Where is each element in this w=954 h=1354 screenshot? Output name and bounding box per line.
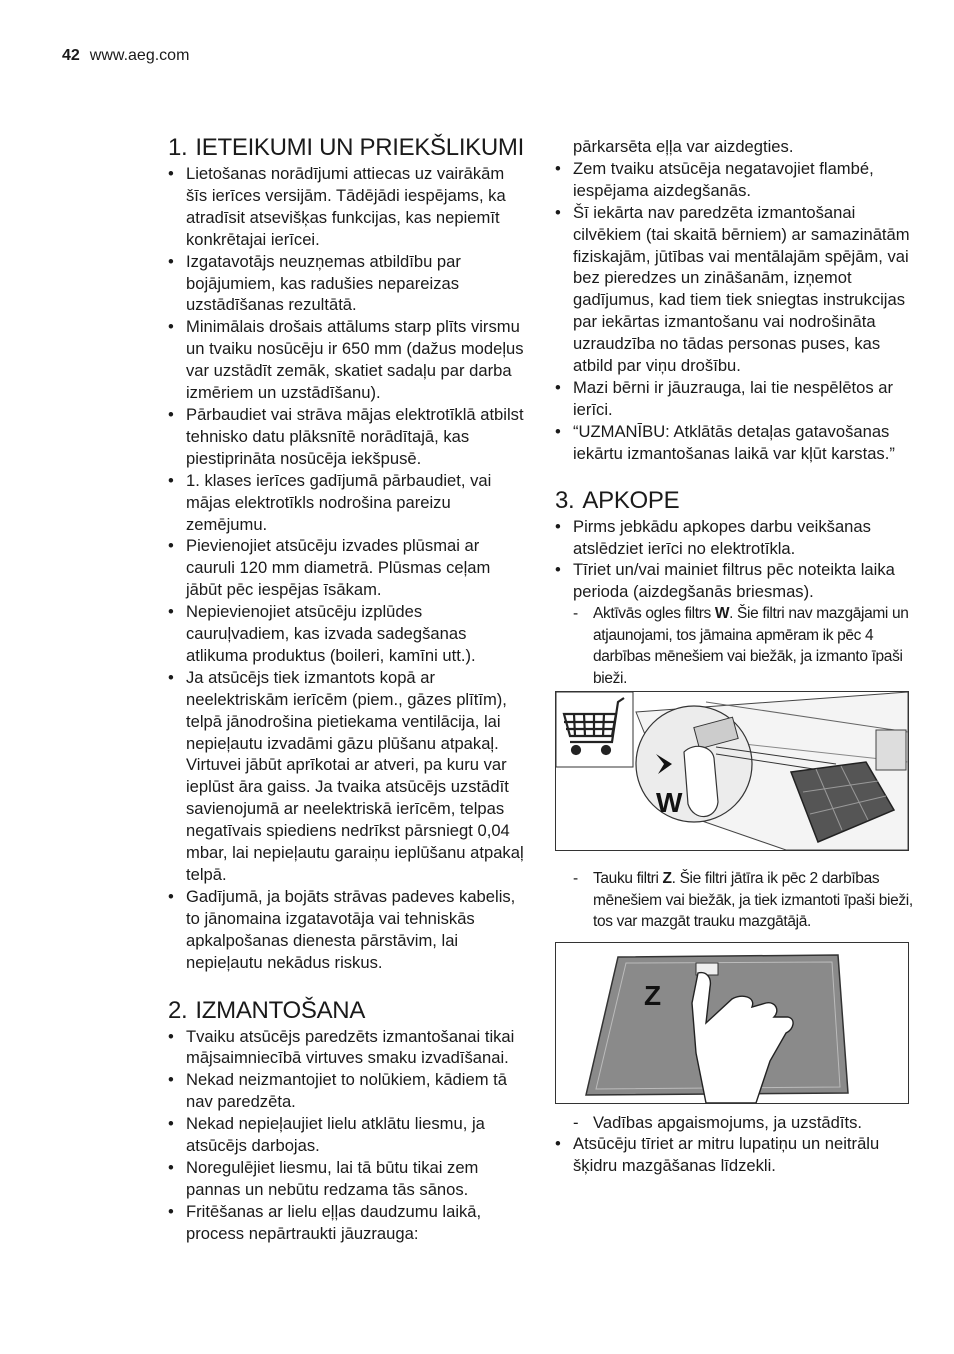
sub-item-grease-filter: - Tauku filtri Z. Šie filtri jātīra ik pēc 2 darbības mēnešiem vai biežāk, ja tiek izmantoti īpaši bieži, tos var mazgāt trauku mazgātājā. bbox=[555, 868, 915, 933]
section3-heading: 3. APKOPE bbox=[555, 486, 680, 514]
section2-list-continued bbox=[555, 158, 915, 465]
carbon-filter-illustration bbox=[556, 692, 908, 850]
figure-z-label: Z bbox=[644, 979, 662, 1011]
list-item: • Nekad nepieļaujiet lielu atklātu liesmu, ja atsūcējs darbojas. bbox=[168, 1113, 528, 1157]
list-item: • Noregulējiet liesmu, lai tā būtu tikai zem pannas un nebūtu redzama tās sānos. bbox=[168, 1157, 528, 1201]
list-item: • Pievienojiet atsūcēju izvades plūsmai ar cauruli 120 mm diametrā. Plūsmas ceļam jābūt pēc iespējas īsākam. bbox=[168, 535, 528, 601]
list-item-continuation: pārkarsēta eļļa var aizdegties. bbox=[573, 137, 794, 156]
grease-filter-figure bbox=[555, 942, 909, 1104]
list-item: • 1. klases ierīces gadījumā pārbaudiet, vai mājas elektrotīkls nodrošina pareizu zemējumu. bbox=[168, 470, 528, 536]
list-item: • Fritēšanas ar lielu eļļas daudzumu laikā, process nepārtraukti jāuzrauga: bbox=[168, 1201, 528, 1245]
section3-list-end bbox=[555, 1133, 915, 1177]
list-item: • Nepievienojiet atsūcēju izplūdes cauruļvadiem, kas izvada sadegšanas atlikuma produktus (boileri, kamīni utt.). bbox=[168, 601, 528, 667]
list-item: • Gadījumā, ja bojāts strāvas padeves kabelis, to jānomaina izgatavotāja vai tehniskās apkalpošanas dienesta pārstāvim, lai nepieļautu nekādus riskus. bbox=[168, 886, 528, 974]
list-item: • Minimālais drošais attālums starp plīts virsmu un tvaiku nosūcēju ir 650 mm (dažus modeļus var uzstādīt zemāk, skatiet sadaļu par darba izmēriem un uzstādīšanu). bbox=[168, 316, 528, 404]
list-item: • Tīriet un/vai mainiet filtrus pēc noteikta laika perioda (aizdegšanās briesmas). bbox=[555, 559, 915, 603]
page-number: 42 bbox=[62, 47, 80, 64]
list-item: • “UZMANĪBU: Atklātās detaļas gatavošanas iekārtu izmantošanas laikā var kļūt karstas.” bbox=[555, 421, 915, 465]
section2-list bbox=[168, 1026, 528, 1245]
section3-list bbox=[555, 516, 915, 604]
list-item: • Izgatavotājs neuzņemas atbildību par bojājumiem, kas radušies nepareizas uzstādīšanas rezultātā. bbox=[168, 251, 528, 317]
list-item: • Mazi bērni ir jāuzrauga, lai tie nespēlētos ar ierīci. bbox=[555, 377, 915, 421]
list-item: • Zem tvaiku atsūcēja negatavojiet flambé, iespējama aizdegšanās. bbox=[555, 158, 915, 202]
sub-item-carbon-filter: - Aktīvās ogles filtrs W. Šie filtri nav mazgājami un atjaunojami, tos jāmaina apmēram ik pēc 4 darbības mēnešiem vai biežāk, ja izmanto īpaši bieži. bbox=[555, 603, 915, 689]
page-header bbox=[62, 47, 189, 65]
left-column bbox=[168, 134, 528, 1245]
list-item: • Tvaiku atsūcējs paredzēts izmantošanai tikai mājsaimniecībā virtuves smaku izvadīšanai. bbox=[168, 1026, 528, 1070]
list-item: • Lietošanas norādījumi attiecas uz vairākām šīs ierīces versijām. Tādējādi iespējams, ka atradīsit atsevišķas funkcijas, kas nepiemīt konkrētajai ierīcei. bbox=[168, 163, 528, 251]
right-column bbox=[555, 136, 915, 1177]
list-item: • Šī iekārta nav paredzēta izmantošanai cilvēkiem (tai skaitā bērniem) ar samazinātām fiziskajām, jūtības vai mentālajām spējām, vai bez pieredzes un zināšanām, izņemot gadījumus, kad tiem tiek sniegtas instrukcijas par iekārtas izmantošanu vai nodrošināta uzraudzība no tādas personas puses, kas atbild par viņu drošību. bbox=[555, 202, 915, 377]
list-item: • Nekad neizmantojiet to nolūkiem, kādiem tā nav paredzēta. bbox=[168, 1069, 528, 1113]
section2-heading: 2. IZMANTOŠANA bbox=[168, 996, 366, 1024]
site-url: www.aeg.com bbox=[89, 47, 190, 64]
list-item: • Pirms jebkādu apkopes darbu veikšanas atslēdziet ierīci no elektrotīkla. bbox=[555, 516, 915, 560]
list-item: • Atsūcēju tīriet ar mitru lupatiņu un neitrālu šķidru mazgāšanas līdzekli. bbox=[555, 1133, 915, 1177]
section1-heading: 1. IETEIKUMI UN PRIEKŠLIKUMI bbox=[168, 134, 524, 161]
figure-w-label: W bbox=[656, 787, 683, 819]
list-item: • Ja atsūcējs tiek izmantots kopā ar neelektriskām ierīcēm (piem., gāzes plītīm), telpā jānodrošina pietiekama ventilācija, lai nepieļautu izvadāmi gāzu plūšanu atpakaļ. Virtuvei jābūt aprīkotai ar atveri, pa kuru var ieplūst āra gaiss. Ja tvaika atsūcējs uzstādīt savienojumā ar neelektriskā ierīcēm, telpas negatīvais spiediens nedrīkst pārsniegt 0,04 mbar, lai nepieļautu garaiņu ieplūšanu atpakaļ telpā. bbox=[168, 667, 528, 886]
hand-icon bbox=[684, 747, 718, 817]
grease-filter-illustration bbox=[556, 943, 908, 1103]
section1-list bbox=[168, 163, 528, 974]
list-item: • Pārbaudiet vai strāva mājas elektrotīklā atbilst tehnisko datu plāksnītē norādītajā, kas piestiprināta nosūcēja iekšpusē. bbox=[168, 404, 528, 470]
sub-item-lighting: - Vadības apgaismojums, ja uzstādīts. bbox=[555, 1112, 915, 1134]
carbon-filter-figure bbox=[555, 691, 909, 851]
